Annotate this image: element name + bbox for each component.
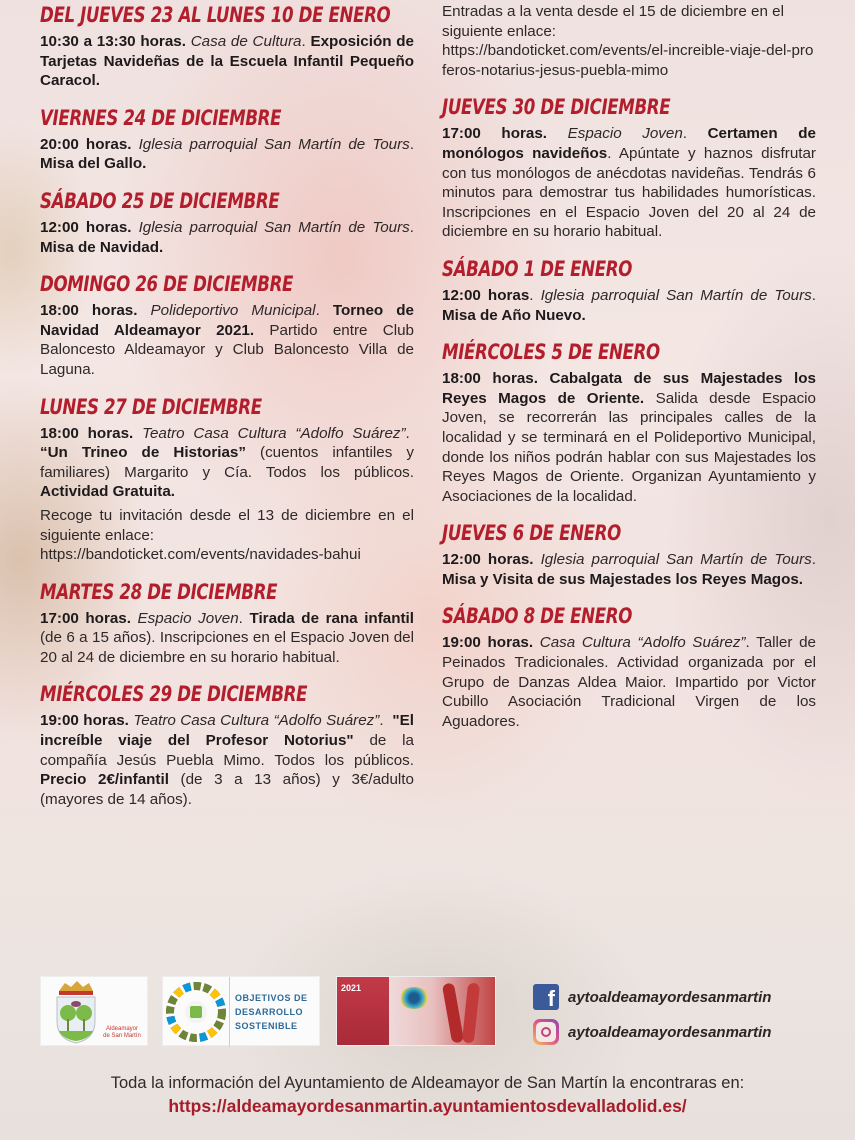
event-title: Torneo de Navidad Aldeamayor 2021. [40, 302, 414, 339]
ods-line-1: OBJETIVOS DE [235, 993, 308, 1003]
event-date-heading: SÁBADO 25 DE DICIEMBRE [40, 188, 280, 213]
invitation-note [40, 506, 414, 565]
event-place: Iglesia parroquial San Martín de Tours [138, 218, 410, 236]
event-place: Iglesia parroquial San Martín de Tours [540, 286, 812, 304]
price-child-note: (de 3 a 13 años) [180, 771, 321, 789]
event-date-heading: VIERNES 24 DE DICIEMBRE [40, 105, 282, 130]
event-block [442, 256, 816, 325]
event-description: Taller de Peinados Tradicionales. Actividad organizada por el Grupo de Danzas Aldea Maior. Impartido por Victor Cubillo Asociación Tradicional Virgen de los Aguadores. [442, 634, 816, 730]
event-time: 17:00 horas. [40, 609, 131, 627]
event-description: Apúntate y haznos disfrutar con tus monólogos de anécdotas navideñas. Tendrás 6 minutos para demostrar tus habilidades humorísticas. Inscripciones en el Espacio Joven del 20 al 24 de diciembre en su horario habitual. [442, 144, 816, 241]
event-title: Misa del Gallo. [40, 155, 147, 173]
event-title: Tirada de rana infantil [249, 609, 414, 627]
event-time: 12:00 horas. [442, 551, 534, 569]
event-time: 18:00 horas. [40, 424, 134, 442]
event-time: 17:00 horas. [442, 125, 548, 143]
event-time: 19:00 horas. [40, 712, 129, 730]
event-place: Casa de Cultura [190, 33, 302, 50]
event-date-heading: MIÉRCOLES 5 DE ENERO [442, 340, 660, 365]
event-title: Misa de Navidad. [40, 238, 164, 256]
event-text: 18:00 horas. Teatro Casa Cultura “Adolfo Suárez”. “Un Trineo de Historias” (cuentos infantiles y familiares) Margarito y Cía. Todos los públicos. Actividad Gratuita. [40, 424, 414, 501]
facebook-link[interactable] [533, 982, 771, 1012]
facebook-icon: f [533, 984, 559, 1010]
event-time: 20:00 horas. [40, 135, 132, 153]
event-block [40, 188, 414, 257]
event-time: 12:00 horas. [40, 218, 132, 236]
logo-caption-2: de San Martín [103, 1033, 141, 1039]
sdg-wheel-icon [163, 977, 227, 1047]
right-column [442, 2, 816, 740]
instagram-icon [533, 1019, 559, 1045]
price-child: Precio 2€/infantil [40, 771, 169, 789]
ods-line-2: DESARROLLO [235, 1007, 303, 1017]
event-text: 19:00 horas. Casa Cultura “Adolfo Suárez”. Taller de Peinados Tradicionales. Actividad organizada por el Grupo de Danzas Aldea Maior. Impartido por Victor Cubillo Asociación Tradicional Virgen de los Aguadores. [442, 634, 816, 730]
event-text: 18:00 horas. Polideportivo Municipal. Torneo de Navidad Aldeamayor 2021. Partido entre Club Baloncesto Aldeamayor y Club Baloncesto Villa de Laguna. [40, 302, 414, 378]
event-title: Cabalgata de sus Majestades los Reyes Magos de Oriente. [442, 370, 816, 407]
left-column [40, 2, 414, 818]
invitation-text: Recoge tu invitación desde el 13 de diciembre en el siguiente enlace: [40, 506, 414, 544]
event-description: Salida desde Espacio Joven, se recorrerán las principales calles de la localidad y se terminará en el Polideportivo Municipal, donde los niños podrán hablar con sus Majestades los Reyes Magos de Oriente. Organizan Ayuntamiento y Asociaciones de la localidad. [442, 389, 816, 505]
event-title: Exposición de Tarjetas Navideñas de la Escuela Infantil Pequeño Caracol. [40, 33, 414, 90]
event-block [40, 394, 414, 565]
event-block [40, 271, 414, 379]
event-title: “Un Trineo de Historias” [40, 444, 246, 462]
event-text: 10:30 a 13:30 horas. Casa de Cultura. Exposición de Tarjetas Navideñas de la Escuela Infantil Pequeño Caracol. [40, 33, 414, 90]
ticket-note [442, 2, 816, 80]
event-date-heading: MARTES 28 DE DICIEMBRE [40, 579, 278, 604]
instagram-handle[interactable]: aytoaldeamayordesanmartin [568, 1023, 772, 1041]
event-text [442, 369, 816, 506]
event-place: Casa Cultura “Adolfo Suárez” [539, 634, 746, 652]
event-title: Misa y Visita de sus Majestades los Reyes Magos. [442, 570, 804, 588]
footer-website-link[interactable]: https://aldeamayordesanmartin.ayuntamientosdevalladolid.es/ [168, 1096, 687, 1116]
event-block [442, 603, 816, 731]
instagram-link[interactable] [533, 1017, 771, 1047]
event-description: (cuentos infantiles y familiares) Margarito y Cía. Todos los públicos. [40, 444, 414, 481]
social-links [533, 982, 771, 1052]
event-time: 10:30 a 13:30 horas. [40, 33, 186, 50]
event-block [40, 105, 414, 174]
event-place: Teatro Casa Cultura “Adolfo Suárez” [133, 712, 380, 730]
ticket-continuation [442, 2, 816, 80]
event-place: Teatro Casa Cultura “Adolfo Suárez” [142, 424, 406, 442]
event-block [40, 579, 414, 668]
event-block [40, 681, 414, 809]
event-text: 19:00 horas. Teatro Casa Cultura “Adolfo Suárez”. "El increíble viaje del Profesor Notorius" de la compañía Jesús Puebla Mimo. Todos los públicos. Precio 2€/infantil (de 3 a 13 años) y 3€/adulto (mayores de 14 años). [40, 712, 414, 808]
event-place: Espacio Joven [137, 609, 239, 627]
poster-year: 2021 [341, 983, 362, 993]
event-text: 17:00 horas. Espacio Joven. Tirada de rana infantil (de 6 a 15 años). Inscripciones en el Espacio Joven del 20 al 24 de diciembre en su horario habitual. [40, 609, 414, 666]
ods-line-3: SOSTENIBLE [235, 1021, 298, 1031]
event-date-heading: JUEVES 6 DE ENERO [442, 521, 621, 546]
municipal-coat-of-arms-logo [40, 976, 148, 1046]
event-description: (de 6 a 15 años). Inscripciones en el Espacio Joven del 20 al 24 de diciembre en su horario habitual. [40, 629, 414, 666]
event-text: 12:00 horas. Iglesia parroquial San Martín de Tours. Misa de Año Nuevo. [442, 286, 816, 324]
event-time: 18:00 horas. [442, 370, 538, 388]
ticket-note-text: Entradas a la venta desde el 15 de diciembre en el siguiente enlace: [442, 3, 784, 40]
event-time: 18:00 horas. [40, 302, 138, 320]
event-title: Misa de Año Nuevo. [442, 306, 586, 324]
footer-info-text: Toda la información del Ayuntamiento de Aldeamayor de San Martín la encontraras en: [110, 1074, 745, 1092]
event-date-heading: DEL JUEVES 23 AL LUNES 10 DE ENERO [40, 3, 391, 27]
event-title: Certamen de monólogos navideños [442, 125, 816, 162]
event-place: Iglesia parroquial San Martín de Tours [540, 551, 812, 569]
event-date-heading: JUEVES 30 DE DICIEMBRE [442, 95, 671, 120]
ods-logo [162, 976, 320, 1046]
event-block [442, 339, 816, 506]
event-text: 20:00 horas. Iglesia parroquial San Martín de Tours. Misa del Gallo. [40, 135, 414, 173]
event-block [442, 94, 816, 242]
event-date-heading: DOMINGO 26 DE DICIEMBRE [40, 272, 294, 297]
event-time: 19:00 horas. [442, 634, 534, 652]
event-title: "El increíble viaje del Profesor Notorius" [40, 712, 414, 750]
logo-caption-1: Aldeamayor [105, 1026, 138, 1032]
event-time: 12:00 horas [442, 286, 530, 304]
price-adult: y 3€/adulto (mayores de 14 años). [40, 771, 414, 808]
ticket-link[interactable]: https://bandoticket.com/events/el-increible-viaje-del-proferos-notarius-jesus-puebla-mimo [442, 42, 814, 79]
event-description: de la compañía Jesús Puebla Mimo. Todos los públicos. [40, 732, 414, 769]
event-place: Polideportivo Municipal [150, 302, 316, 320]
event-text: 12:00 horas. Iglesia parroquial San Martín de Tours. Misa de Navidad. [40, 218, 414, 256]
event-poster-thumbnail [336, 976, 496, 1046]
footer [0, 1072, 855, 1118]
event-date-heading: SÁBADO 1 DE ENERO [442, 256, 632, 281]
event-block [442, 520, 816, 589]
invitation-link[interactable]: https://bandoticket.com/events/navidades-bahui [40, 546, 361, 564]
event-text: 17:00 horas. Espacio Joven. Certamen de monólogos navideños. Apúntate y haznos disfrutar con tus monólogos de anécdotas navideñas. Tendrás 6 minutos para demostrar tus habilidades humorísticas. Inscripciones en el Espacio Joven del 20 al 24 de diciembre en su horario habitual. [442, 125, 816, 241]
event-date-heading: LUNES 27 DE DICIEMBRE [40, 394, 262, 419]
event-highlight: Actividad Gratuita. [40, 483, 176, 501]
facebook-handle[interactable]: aytoaldeamayordesanmartin [568, 988, 772, 1006]
event-date-heading: MIÉRCOLES 29 DE DICIEMBRE [40, 682, 308, 707]
event-place: Iglesia parroquial San Martín de Tours [138, 135, 410, 153]
event-date-heading: SÁBADO 8 DE ENERO [442, 604, 632, 629]
event-place: Espacio Joven [567, 125, 683, 143]
event-description: Partido entre Club Baloncesto Aldeamayor y Club Baloncesto Villa de Laguna. [40, 321, 414, 378]
event-block [40, 2, 414, 91]
event-text: 12:00 horas. Iglesia parroquial San Martín de Tours. Misa y Visita de sus Majestades los Reyes Magos. [442, 551, 816, 588]
